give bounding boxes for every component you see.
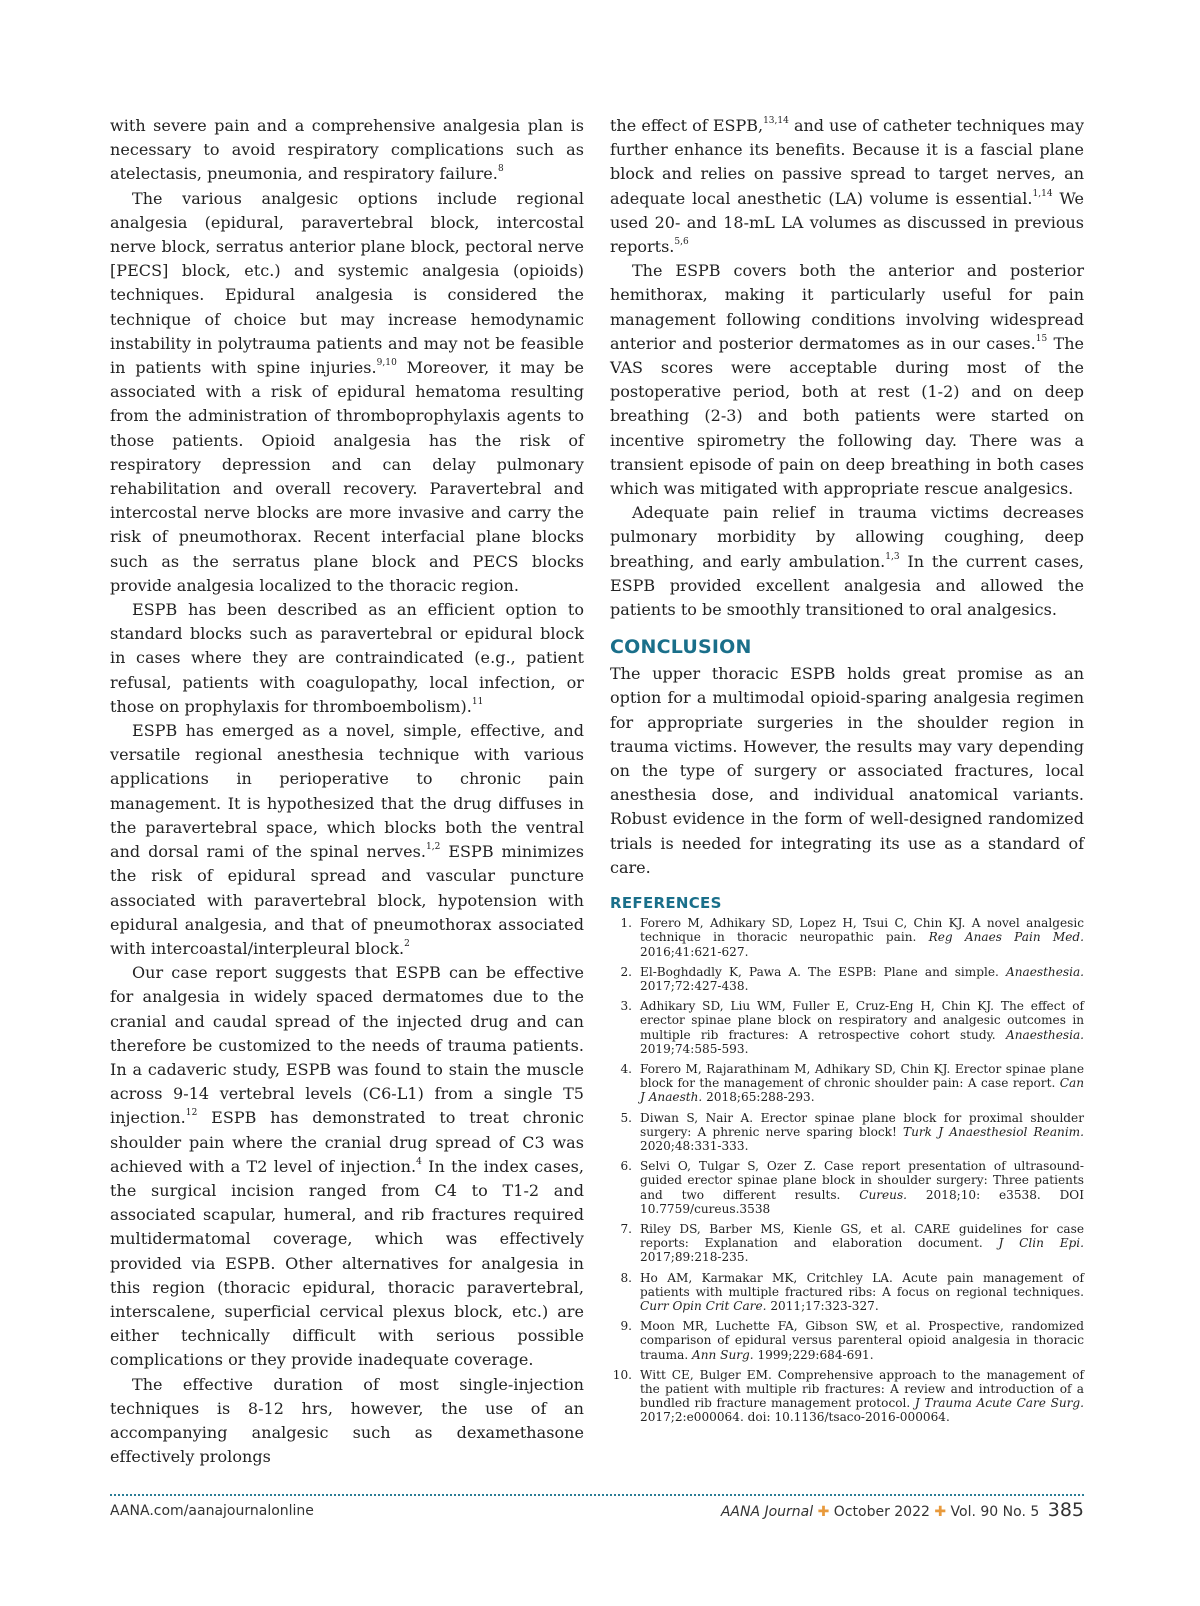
issue-date: October 2022 — [833, 1504, 930, 1520]
issue-number: No. 5 — [1002, 1504, 1040, 1520]
reference-number: 5. — [620, 1110, 632, 1125]
reference-number: 4. — [620, 1061, 632, 1076]
citation: 8 — [497, 164, 504, 175]
journal-title: Reg Anaes Pain Med. — [928, 930, 1084, 945]
citation: 1,3 — [885, 551, 900, 562]
citation: 5,6 — [674, 237, 689, 248]
reference-number: 7. — [620, 1221, 632, 1236]
reference-item: 1. Forero M, Adhikary SD, Lopez H, Tsui C, Chin KJ. A novel analgesic technique in thoracic neuropathic pain. Reg Anaes Pain Med. 2016;41:621-627. — [610, 916, 1084, 959]
left-column — [110, 114, 584, 1469]
reference-item: 5. Diwan S, Nair A. Erector spinae plane block for proximal shoulder surgery: A phrenic nerve sparing block! Turk J Anaesthesiol Reanim. 2020;48:331-333. — [610, 1111, 1084, 1154]
paragraph: ESPB has been described as an efficient option to standard blocks such as paravertebral or epidural block in cases where they are contraindicated (e.g., patient refusal, patients with coagulopathy, local infection, or those on prophylaxis for thromboembolism).$^{11}$ — [110, 600, 584, 716]
journal-title: J Clin Epi. — [998, 1236, 1084, 1251]
reference-item: 9. Moon MR, Luchette FA, Gibson SW, et al. Prospective, randomized comparison of epidural versus parenteral opioid analgesia in thoracic trauma. Ann Surg. 1999;229:684-691. — [610, 1319, 1084, 1362]
paragraph: Adequate pain relief in trauma victims decreases pulmonary morbidity by allowing coughing, deep breathing, and early ambulation.$^{1,3}$ In the current cases, ESPB provided excellent analgesia and allowed the patients to be smoothly transitioned to oral analgesics. — [610, 503, 1084, 620]
paragraph: The ESPB covers both the anterior and posterior hemithorax, making it particularly useful for pain management following conditions involving widespread anterior and posterior dermatomes as in our cases.$^{15}$ The VAS scores were acceptable during most of the postoperative period, both at rest (1-2) and on deep breathing (2-3) and both patients were started on incentive spirometry the following day. There was a transient episode of pain on deep breathing in both cases which was mitigated with appropriate rescue analgesics. — [610, 261, 1085, 499]
citation: 15 — [1035, 333, 1048, 344]
paragraph: Our case report suggests that ESPB can be effective for analgesia in widely spaced dermatomes due to the cranial and caudal spread of the injected drug and can therefore be customized to the needs of trauma patients. In a cadaveric study, ESPB was found to stain the muscle across 9-14 vertebral levels (C6-L1) from a single T5 injection.$^{12}$ ESPB has demonstrated to treat chronic shoulder pain where the cranial drug spread of C3 was achieved with a T2 level of injection.$^4$ In the index cases, the surgical incision ranged from C4 to T1-2 and associated scapular, humeral, and rib fractures required multidermatomal coverage, which was effectively provided via ESPB. Other alternatives for analgesia in this region (thoracic epidural, thoracic paravertebral, interscalene, superficial cervical plexus block, etc.) are either technically difficult with serious possible complications or they provide inadequate coverage. — [110, 963, 585, 1370]
reference-number: 6. — [620, 1159, 632, 1174]
reference-item: 8. Ho AM, Karmakar MK, Critchley LA. Acute pain management of patients with multiple fractured ribs: A focus on regional techniques. Curr Opin Crit Care. 2011;17:323-327. — [610, 1271, 1084, 1314]
paragraph: The effective duration of most single-injection techniques is 8-12 hrs, however, the use of an accompanying analgesic such as dexamethasone effectively prolongs — [110, 1374, 584, 1467]
citation: 9,10 — [376, 358, 397, 369]
right-column — [610, 114, 1084, 1431]
citation: 2 — [404, 938, 410, 949]
journal-title: Anaesthesia. — [1005, 964, 1084, 979]
journal-website-link[interactable]: AANA.com/aanajournalonline — [110, 1503, 314, 1519]
reference-number: 3. — [620, 999, 632, 1014]
reference-list — [610, 916, 1084, 1425]
journal-title: Ann Surg. — [692, 1347, 754, 1362]
conclusion-heading: CONCLUSION — [610, 636, 752, 659]
footer-divider — [110, 1494, 1084, 1496]
citation: 4 — [416, 1156, 422, 1167]
paragraph: the effect of ESPB,$^{13,14}$ and use of catheter techniques may further enhance its benefits. Because it is a fascial plane block and relies on passive spread to target nerves, an adequate local anesthetic (LA) volume is essential.$^{1,14}$ We used 20- and 18-mL LA volumes as discussed in previous reports.$^{5,6}$ — [610, 116, 1085, 257]
reference-item: 4. Forero M, Rajarathinam M, Adhikary SD, Chin KJ. Erector spinae plane block for the management of chronic shoulder pain: A case report. Can J Anaesth. 2018;65:288-293. — [610, 1062, 1084, 1105]
journal-title: J Trauma Acute Care Surg. — [914, 1396, 1085, 1411]
reference-number: 10. — [612, 1367, 632, 1382]
citation: 13,14 — [763, 116, 789, 126]
journal-title: Turk J Anaesthesiol Reanim. — [903, 1124, 1084, 1139]
reference-item: 6. Selvi O, Tulgar S, Ozer Z. Case report presentation of ultrasound-guided erector spinae plane block in shoulder surgery: Three patients and two different results. Cureus. 2018;10: e3538. DOI 10.7759/cureus.3538 — [610, 1159, 1084, 1216]
journal-title: Can J Anaesth. — [640, 1076, 1084, 1105]
citation: 11 — [471, 696, 484, 707]
reference-item: 2. El-Boghdadly K, Pawa A. The ESPB: Plane and simple. Anaesthesia. 2017;72:427-438. — [610, 965, 1084, 993]
paragraph: with severe pain and a comprehensive analgesia plan is necessary to avoid respiratory complications such as atelectasis, pneumonia, and respiratory failure.$^8$ — [110, 116, 584, 184]
paragraph: The various analgesic options include regional analgesia (epidural, paravertebral block, intercostal nerve block, serratus anterior plane block, pectoral nerve [PECS] block, etc.) and systemic analgesia (opioids) techniques. Epidural analgesia is considered the technique of choice but may increase hemodynamic instability in polytrauma patients and may not be feasible in patients with spine injuries.$^{9,10}$ Moreover, it may be associated with a risk of epidural hematoma resulting from the administration of thromboprophylaxis agents to those patients. Opioid analgesia has the risk of respiratory depression and can delay pulmonary rehabilitation and overall recovery. Paravertebral and intercostal nerve blocks are more invasive and carry the risk of pneumothorax. Recent interfacial plane blocks such as the serratus plane block and PECS blocks provide analgesia localized to the thoracic region. — [110, 188, 584, 595]
reference-item: 7. Riley DS, Barber MS, Kienle GS, et al. CARE guidelines for case reports: Explanation and elaboration document. J Clin Epi. 2017;89:218-235. — [610, 1222, 1084, 1265]
plus-icon: ✚ — [817, 1504, 830, 1520]
citation: 1,14 — [1032, 188, 1053, 199]
journal-title: Curr Opin Crit Care. — [640, 1298, 767, 1313]
page-number: 385 — [1047, 1499, 1084, 1521]
conclusion-paragraph: The upper thoracic ESPB holds great promise as an option for a multimodal opioid-sparing analgesia regimen for appropriate surgeries in the shoulder region in trauma victims. However, the results may vary depending on the type of surgery or associated fractures, local anesthesia dose, and individual anatomical variants. Robust evidence in the form of well-designed randomized trials is needed for integrating its use as a standard of care. — [610, 664, 1084, 877]
plus-icon: ✚ — [934, 1504, 947, 1520]
citation: 12 — [185, 1108, 198, 1119]
reference-number: 8. — [620, 1270, 632, 1285]
volume: Vol. 90 — [950, 1504, 999, 1520]
references-heading: REFERENCES — [610, 894, 722, 913]
reference-number: 9. — [620, 1319, 632, 1334]
reference-number: 1. — [620, 916, 632, 931]
reference-item: 3. Adhikary SD, Liu WM, Fuller E, Cruz-Eng H, Chin KJ. The effect of erector spinae plane block on respiratory and analgesic outcomes in multiple rib fractures: A retrospective cohort study. Anaesthesia. 2019;74:585-593. — [610, 999, 1084, 1056]
journal-title: Anaesthesia. — [1005, 1027, 1084, 1042]
journal-title: Cureus. — [859, 1187, 908, 1202]
reference-number: 2. — [620, 964, 632, 979]
footer-citation — [721, 1499, 1084, 1521]
journal-name: AANA Journal — [720, 1504, 814, 1520]
paragraph: ESPB has emerged as a novel, simple, effective, and versatile regional anesthesia technique with various applications in perioperative to chronic pain management. It is hypothesized that the drug diffuses in the paravertebral space, which blocks both the ventral and dorsal rami of the spinal nerves.$^{1,2}$ ESPB minimizes the risk of epidural spread and vascular puncture associated with paravertebral block, hypotension with epidural analgesia, and that of pneumothorax associated with intercoastal/interpleural block.$^2$ — [110, 721, 584, 958]
citation: 1,2 — [426, 842, 441, 853]
reference-item: 10. Witt CE, Bulger EM. Comprehensive approach to the management of the patient with multiple rib fractures: A review and introduction of a bundled rib fracture management protocol. J Trauma Acute Care Surg. 2017;2:e000064. doi: 10.1136/tsaco-2016-000064. — [610, 1368, 1084, 1425]
